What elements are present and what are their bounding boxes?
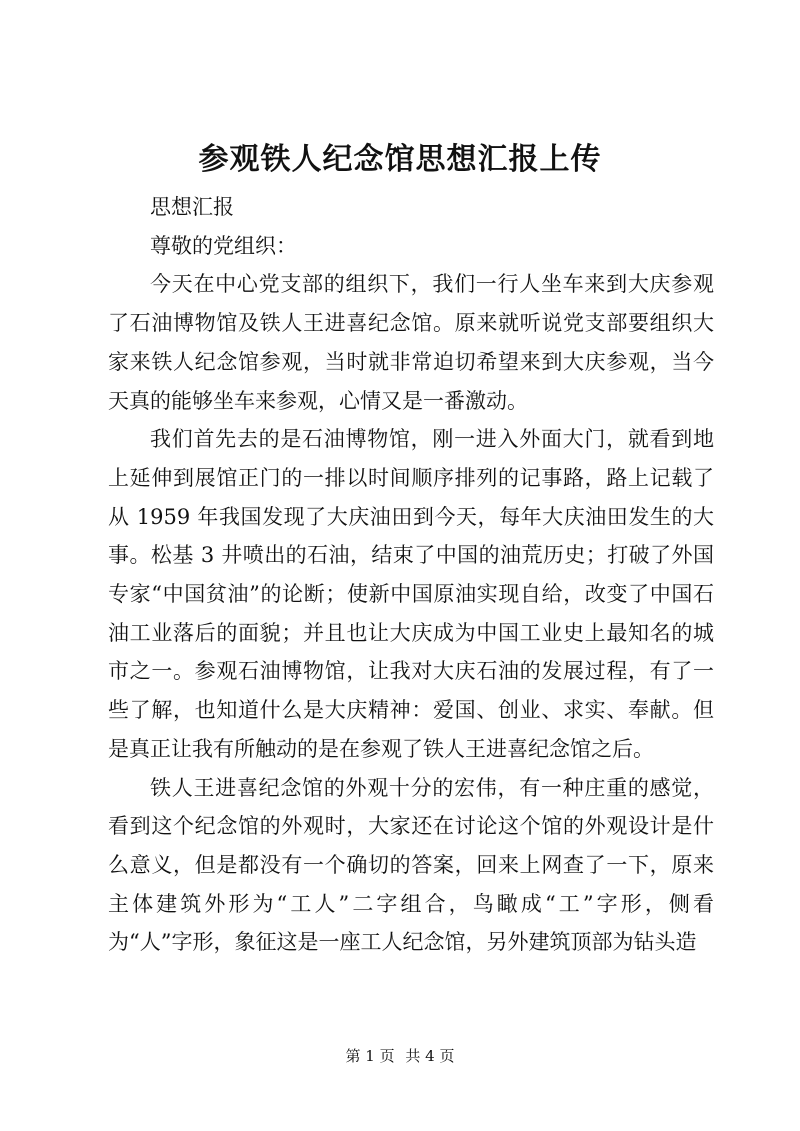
paragraph-3: 铁人王进喜纪念馆的外观十分的宏伟，有一种庄重的感觉，看到这个纪念馆的外观时，大家还在讨论这个馆的外观设计是什么意义，但是都没有一个确切的答案，回来上网查了一下，原来主体建筑外形为“工人”二字组合，鸟瞰成“工”字形，侧看为“人”字形，象征这是一座工人纪念馆，另外建筑顶部为钻头造	[108, 775, 714, 955]
salutation: 尊敬的党组织：	[150, 233, 297, 258]
paragraph-2: 我们首先去的是石油博物馆，刚一进入外面大门，就看到地上延伸到展馆正门的一排以时间顺序排列的记事路，路上记载了从 1959 年我国发现了大庆油田到今天，每年大庆油田发生的大事。松基 3 井喷出的石油，结束了中国的油荒历史；打破了外国专家“中国贫油”的论断；使新中国原油实现自给，改变了中国石油工业落后的面貌；并且也让大庆成为中国工业史上最知名的城市之一。参观石油博物馆，让我对大庆石油的发展过程，有了一些了解，也知道什么是大庆精神：爱国、创业、求实、奉献。但是真正让我有所触动的是在参观了铁人王进喜纪念馆之后。	[108, 427, 714, 761]
page-number: 第 1 页	[345, 1047, 395, 1065]
page-total: 共 4 页	[405, 1047, 455, 1065]
document-title: 参观铁人纪念馆思想汇报上传	[198, 142, 602, 177]
report-heading: 思想汇报	[150, 195, 234, 219]
page-footer	[0, 1046, 800, 1066]
document-body	[108, 188, 714, 962]
paragraph-1: 今天在中心党支部的组织下，我们一行人坐车来到大庆参观了石油博物馆及铁人王进喜纪念馆。原来就听说党支部要组织大家来铁人纪念馆参观，当时就非常迫切希望来到大庆参观，当今天真的能够坐车来参观，心情又是一番激动。	[108, 272, 714, 413]
